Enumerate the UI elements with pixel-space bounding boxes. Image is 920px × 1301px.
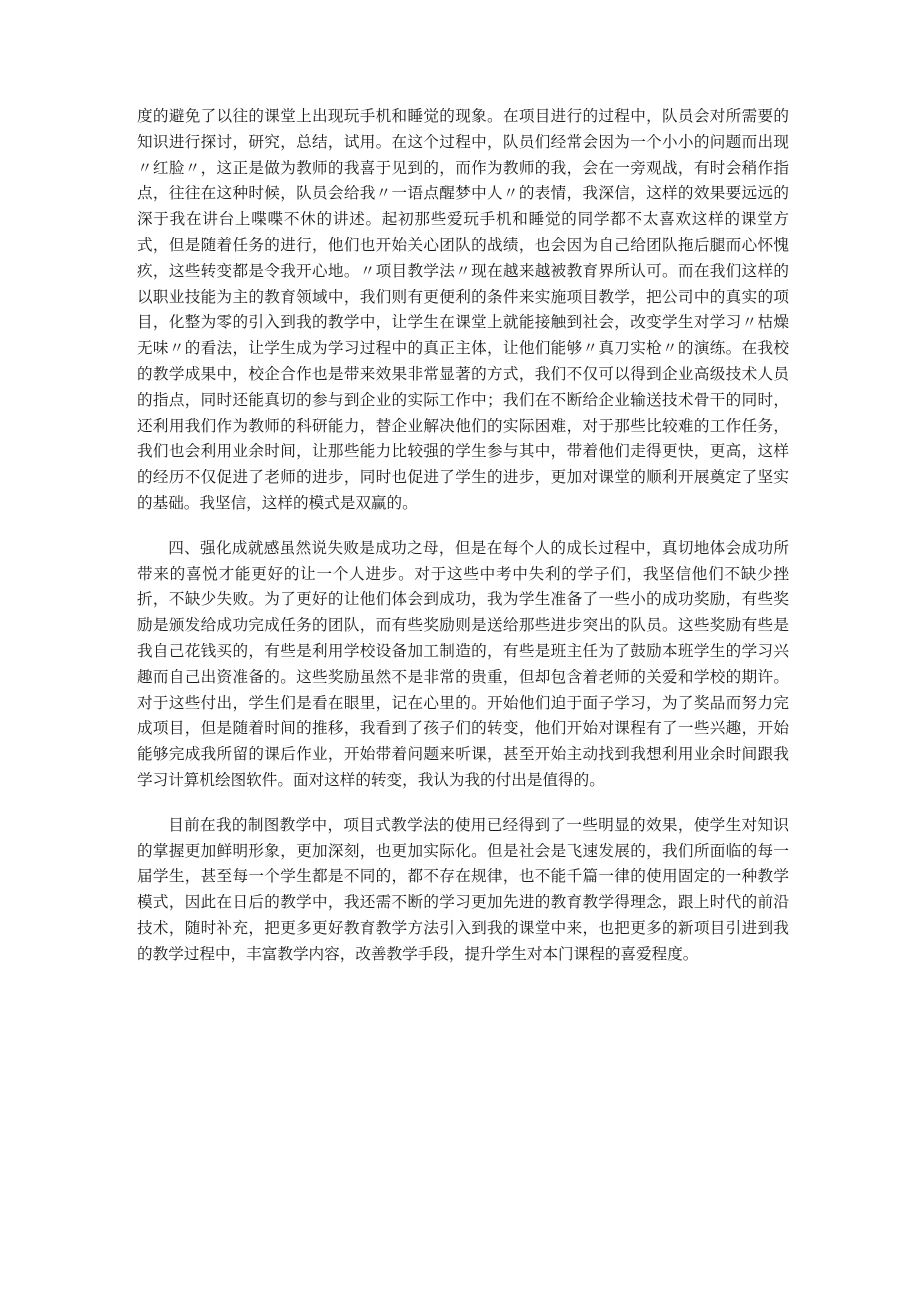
paragraph-achievement: 四、强化成就感虽然说失败是成功之母，但是在每个人的成长过程中，真切地体会成功所带来的喜悦才能更好的让一个人进步。对于这些中考中失利的学子们，我坚信他们不缺少挫折，不缺少失败。为了更好的让他们体会到成功，我为学生准备了一些小的成功奖励，有些奖励是颁发给成功完成任务的团队，而有些奖励则是送给那些进步突出的队员。这些奖励有些是我自己花钱买的，有些是利用学校设备加工制造的，有些是班主任为了鼓励本班学生的学习兴趣而自己出资准备的。这些奖励虽然不是非常的贵重，但却包含着老师的关爱和学校的期许。对于这些付出，学生们是看在眼里，记在心里的。开始他们迫于面子学习，为了奖品而努力完成项目，但是随着时间的推移，我看到了孩子们的转变，他们开始对课程有了一些兴趣，开始能够完成我所留的课后作业，开始带着问题来听课，甚至开始主动找到我想利用业余时间跟我学习计算机绘图软件。面对这样的转变，我认为我的付出是值得的。 — [137, 538, 789, 789]
paragraph-conclusion: 目前在我的制图教学中，项目式教学法的使用已经得到了一些明显的效果，使学生对知识的掌握更加鲜明形象，更加深刻，也更加实际化。但是社会是飞速发展的，我们所面临的每一届学生，甚至每一个学生都是不同的，都不存在规律，也不能千篇一律的使用固定的一种教学模式，因此在日后的教学中，我还需不断的学习更加先进的教育教学得理念，跟上时代的前沿技术，随时补充，把更多更好教育教学方法引入到我的课堂中来，也把更多的新项目引进到我的教学过程中，丰富教学内容，改善教学手段，提升学生对本门课程的喜爱程度。 — [137, 815, 789, 963]
paragraph-project-teaching: 度的避免了以往的课堂上出现玩手机和睡觉的现象。在项目进行的过程中，队员会对所需要的知识进行探讨，研究，总结，试用。在这个过程中，队员们经常会因为一个小小的问题而出现〃红脸〃，这正是做为教师的我喜于见到的，而作为教师的我，会在一旁观战，有时会稍作指点，往往在这种时候，队员会给我〃一语点醒梦中人〃的表情，我深信，这样的效果要远远的深于我在讲台上喋喋不休的讲述。起初那些爱玩手机和睡觉的同学都不太喜欢这样的课堂方式，但是随着任务的进行，他们也开始关心团队的战绩，也会因为自己给团队拖后腿而心怀愧疚，这些转变都是令我开心地。〃项目教学法〃现在越来越被教育界所认可。而在我们这样的以职业技能为主的教育领域中，我们则有更便利的条件来实施项目教学，把公司中的真实的项目，化整为零的引入到我的教学中，让学生在课堂上就能接触到社会，改变学生对学习〃枯燥无味〃的看法，让学生成为学习过程中的真正主体，让他们能够〃真刀实枪〃的演练。在我校的教学成果中，校企合作也是带来效果非常显著的方式，我们不仅可以得到企业高级技术人员的指点，同时还能真切的参与到企业的实际工作中；我们在不断给企业输送技术骨干的同时，还利用我们作为教师的科研能力，替企业解决他们的实际困难，对于那些比较难的工作任务，我们也会利用业余时间，让那些能力比较强的学生参与其中，带着他们走得更快，更高，这样的经历不仅促进了老师的进步，同时也促进了学生的进步，更加对课堂的顺利开展奠定了坚实的基础。我坚信，这样的模式是双赢的。 — [137, 107, 789, 512]
document-body — [137, 104, 789, 968]
